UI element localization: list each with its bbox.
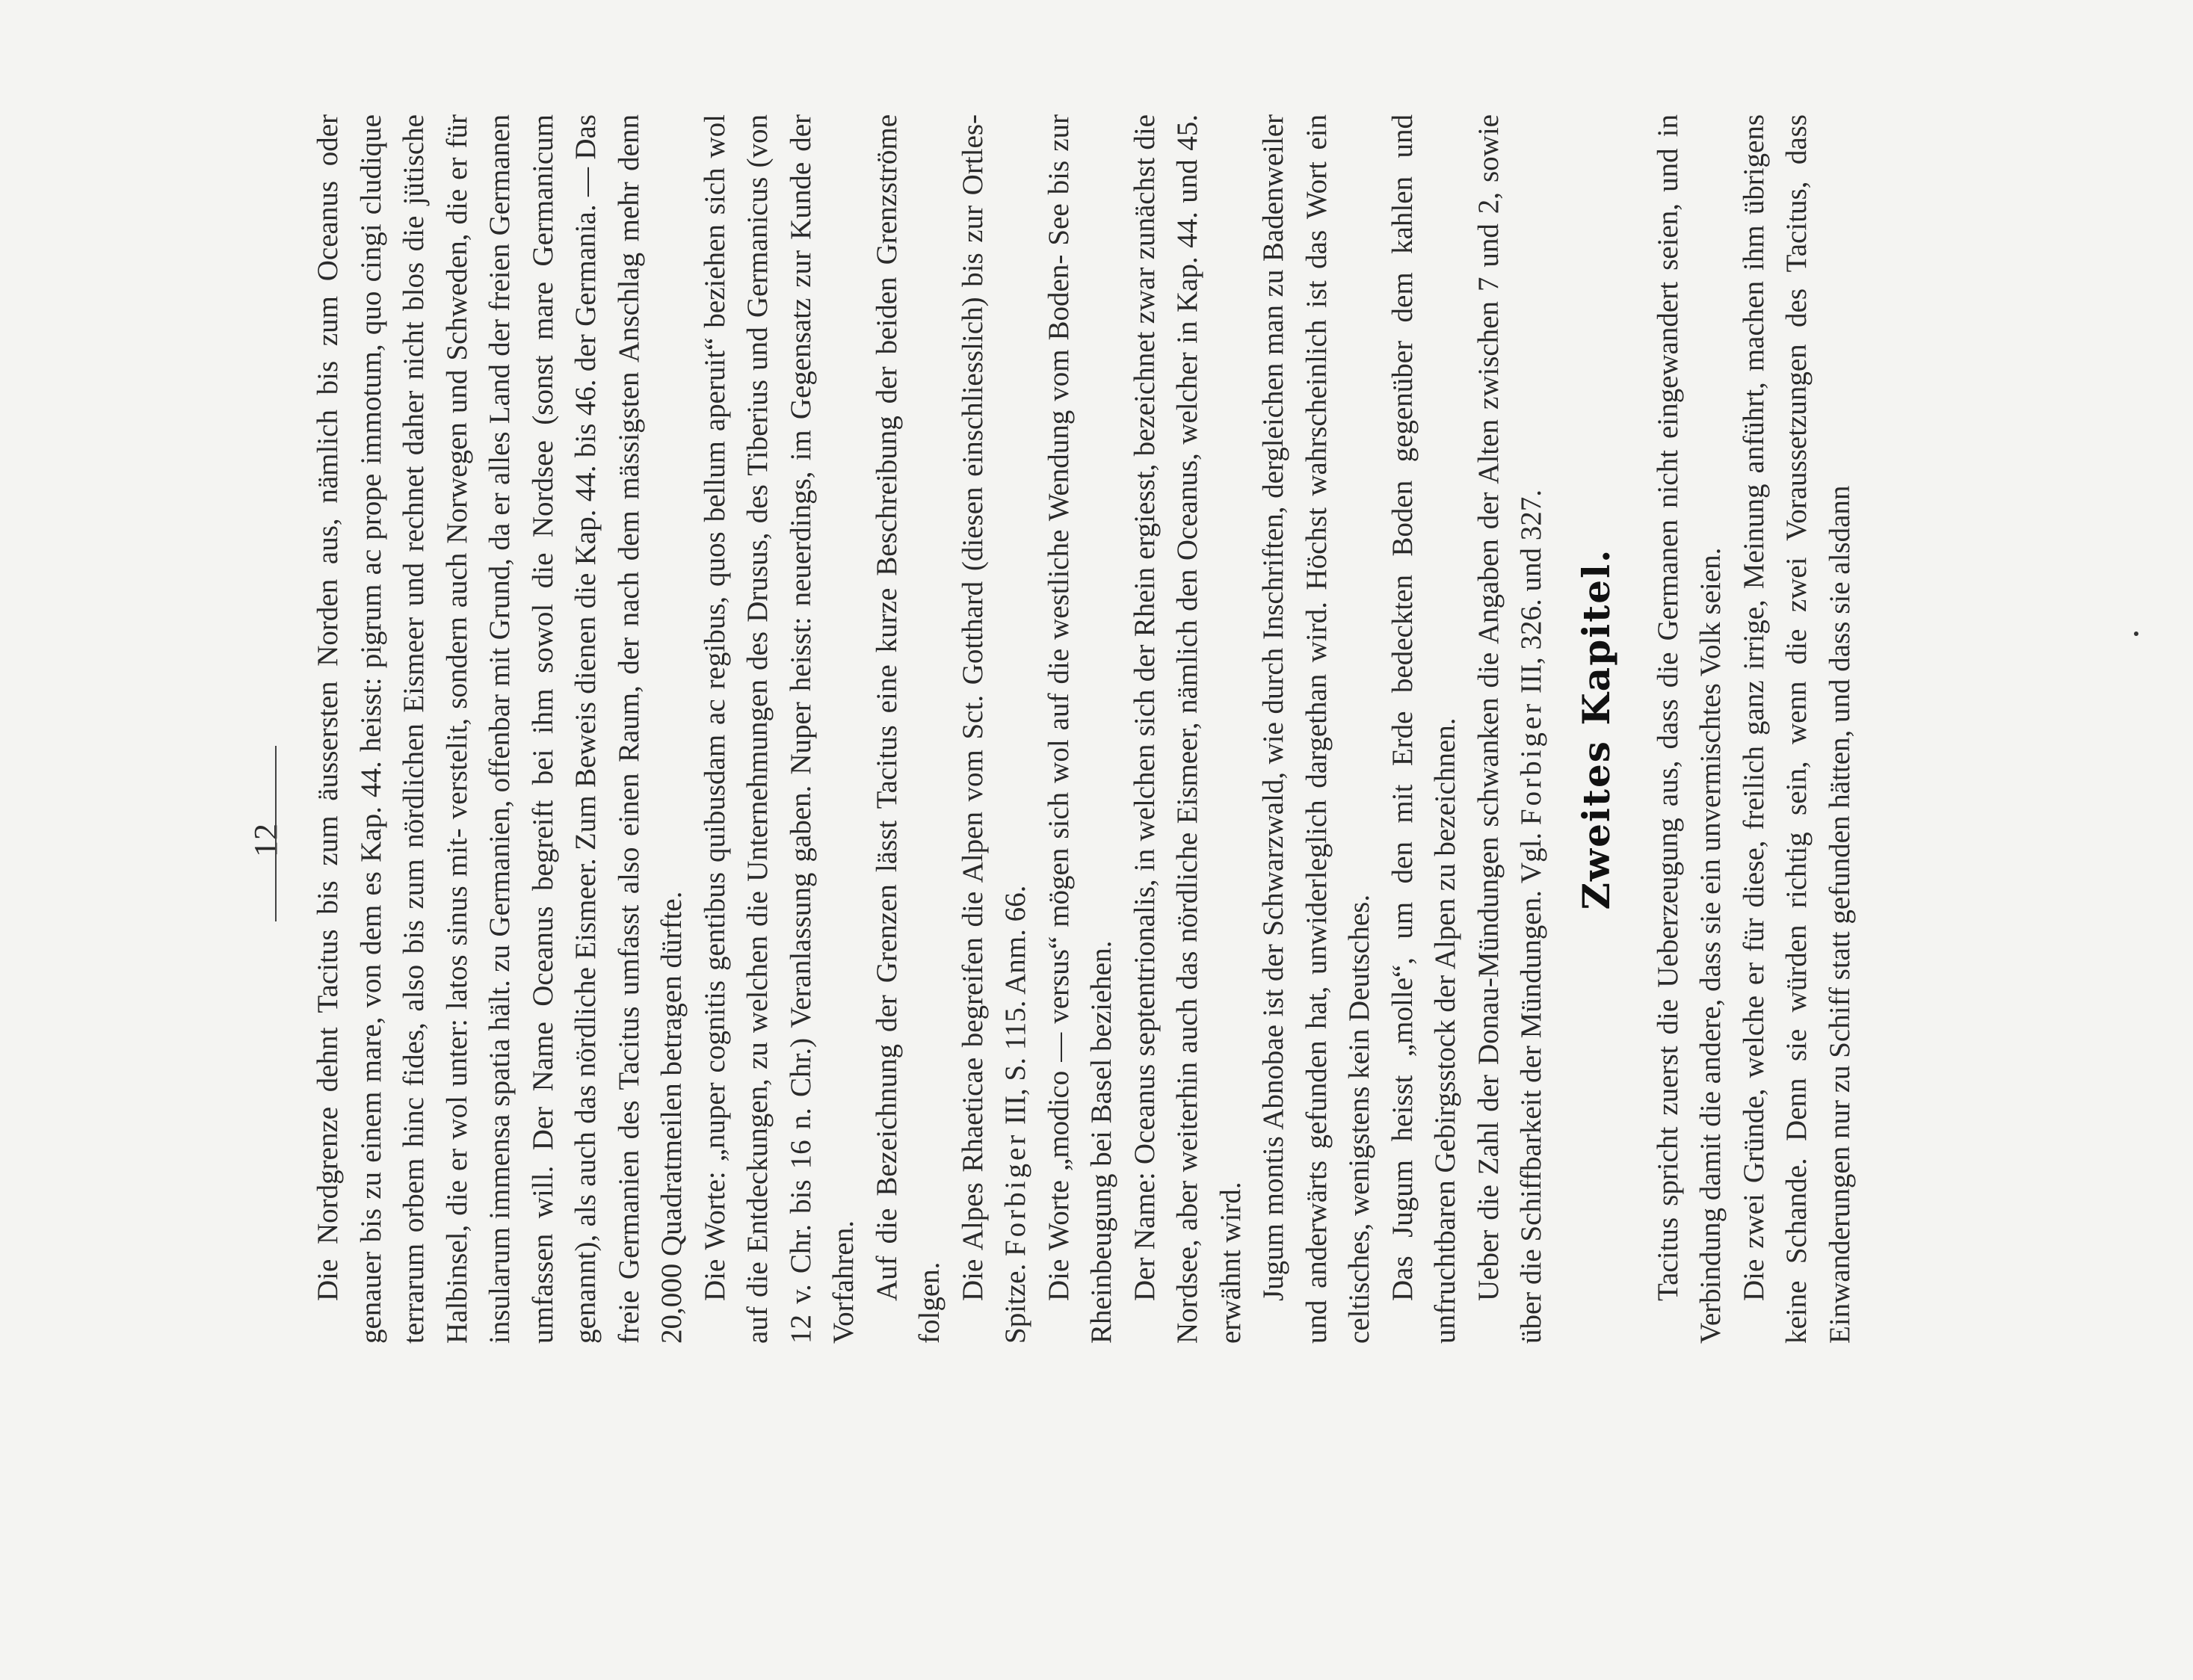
paragraph-oceanus: Der Name: Oceanus septentrionalis, in welchen sich der Rhein ergiesst, bezeichnet zwar zunächst die Nordsee, aber weiterhin auch das nördliche Eismeer, nämlich den Oceanus, welcher in Kap. 44. und 45. erwähnt wird. (1128, 114, 1247, 1344)
author-reference: Forbiger (999, 1131, 1031, 1257)
paragraph-chapter-gruende: Die zwei Gründe, welche er für diese, freilich ganz irrige, Meinung anführt, machen ihm übrigens keine Schande. Denn sie würden richtig sein, wenn die zwei Voraussetzungen des Tacitus, dass Einwanderungen nur zu Schiff statt gefunden hätten, und dass sie alsdann (1737, 114, 1856, 1344)
alpes-text: Die Alpes Rhaeticae begreifen die Alpen vom Sct. Gotthard (diesen einschliesslich) bis zur Ortles-Spitze. (956, 114, 1031, 1344)
paragraph-molle: Das Jugum heisst „molle“, um den mit Erde bedeckten Boden gegenüber dem kahlen und unfruchtbaren Gebirgsstock der Alpen zu bezeichnen. (1386, 114, 1461, 1344)
paragraph-donau (1467, 114, 1553, 1344)
reference-prefix: Vgl. (1515, 825, 1547, 891)
paragraph-modico-versus: Die Worte „modico — versus“ mögen sich wol auf die westliche Wendung vom Boden- See bis zur Rheinbeugung bei Basel beziehen. (1042, 114, 1117, 1344)
paragraph-nordgrenze: Die Nordgrenze dehnt Tacitus bis zum äussersten Norden aus, nämlich bis zum Oceanus oder genauer bis zu einem mare, von dem es Kap. 44. heisst: pigrum ac prope immotum, quo cingi cludique terrarum orbem hinc fides, also bis zum nördlichen Eismeer und rechnet daher nicht blos die jütische Halbinsel, die er wol unter: latos sinus mit- verstelit, sondern auch Norwegen und Schweden, die er für insularum immensa spatia hält. zu Germanien, offenbar mit Grund, da er alles Land der freien Germanen umfassen will. Der Name Oceanus begreift bei ihm sowol die Nordsee (sonst mare Germanicum genannt), als auch das nördliche Eismeer. Zum Beweis dienen die Kap. 44. bis 46. der Germania. — Das freie Germanien des Tacitus umfasst also einen Raum, der nach dem mässigsten Anschlag mehr denn 20,000 Quadratmeilen betragen dürfte. (312, 114, 688, 1344)
page-body (306, 114, 1861, 1344)
paragraph-chapter-intro: Tacitus spricht zuerst die Ueberzeugung aus, dass die Germanen nicht eingewandert seien, und in Verbindung damit die andere, dass sie ein unvermischtes Volk seien. (1651, 114, 1727, 1344)
paragraph-grenzstroeme: Auf die Bezeichnung der Grenzen lässt Tacitus eine kurze Beschreibung der beiden Grenzströme folgen. (870, 114, 946, 1344)
author-reference: Forbiger (1515, 700, 1547, 826)
paragraph-die-worte: Die Worte: „nuper cognitis gentibus quibusdam ac regibus, quos bellum aperuit“ beziehen sich wol auf die Entdeckungen, zu welchen die Unternehmungen des Drusus, des Tiberius und Germanicus (von 12 v. Chr. bis 16 n. Chr.) Veranlassung gaben. Nuper heisst: neuerdings, im Gegensatz zur Kunde der Vorfahren. (698, 114, 860, 1344)
paragraph-abnoba: Jugum montis Abnobae ist der Schwarzwald, wie durch Inschriften, dergleichen man zu Badenweiler und anderwärts gefunden hat, unwiderleglich dargethan wird. Höchst wahrscheinlich ist das Wort ein celtisches, wenigstens kein Deutsches. (1257, 114, 1375, 1344)
chapter-heading: Zweites Kapitel. (1573, 548, 1618, 910)
page-number: 12 (247, 823, 284, 857)
paragraph-alpes-rhaeticae (951, 114, 1037, 1344)
donau-text: Ueber die Zahl der Donau-Mündungen schwanken die Angaben der Alten zwischen 7 und 2, sowie über die Schiffbarkeit der Mündungen. (1472, 114, 1547, 1344)
header-rule (275, 746, 277, 921)
reference-tail: III, 326. und 327. (1515, 490, 1547, 701)
reference-tail: III, S. 115. Anm. 66. (999, 885, 1031, 1132)
